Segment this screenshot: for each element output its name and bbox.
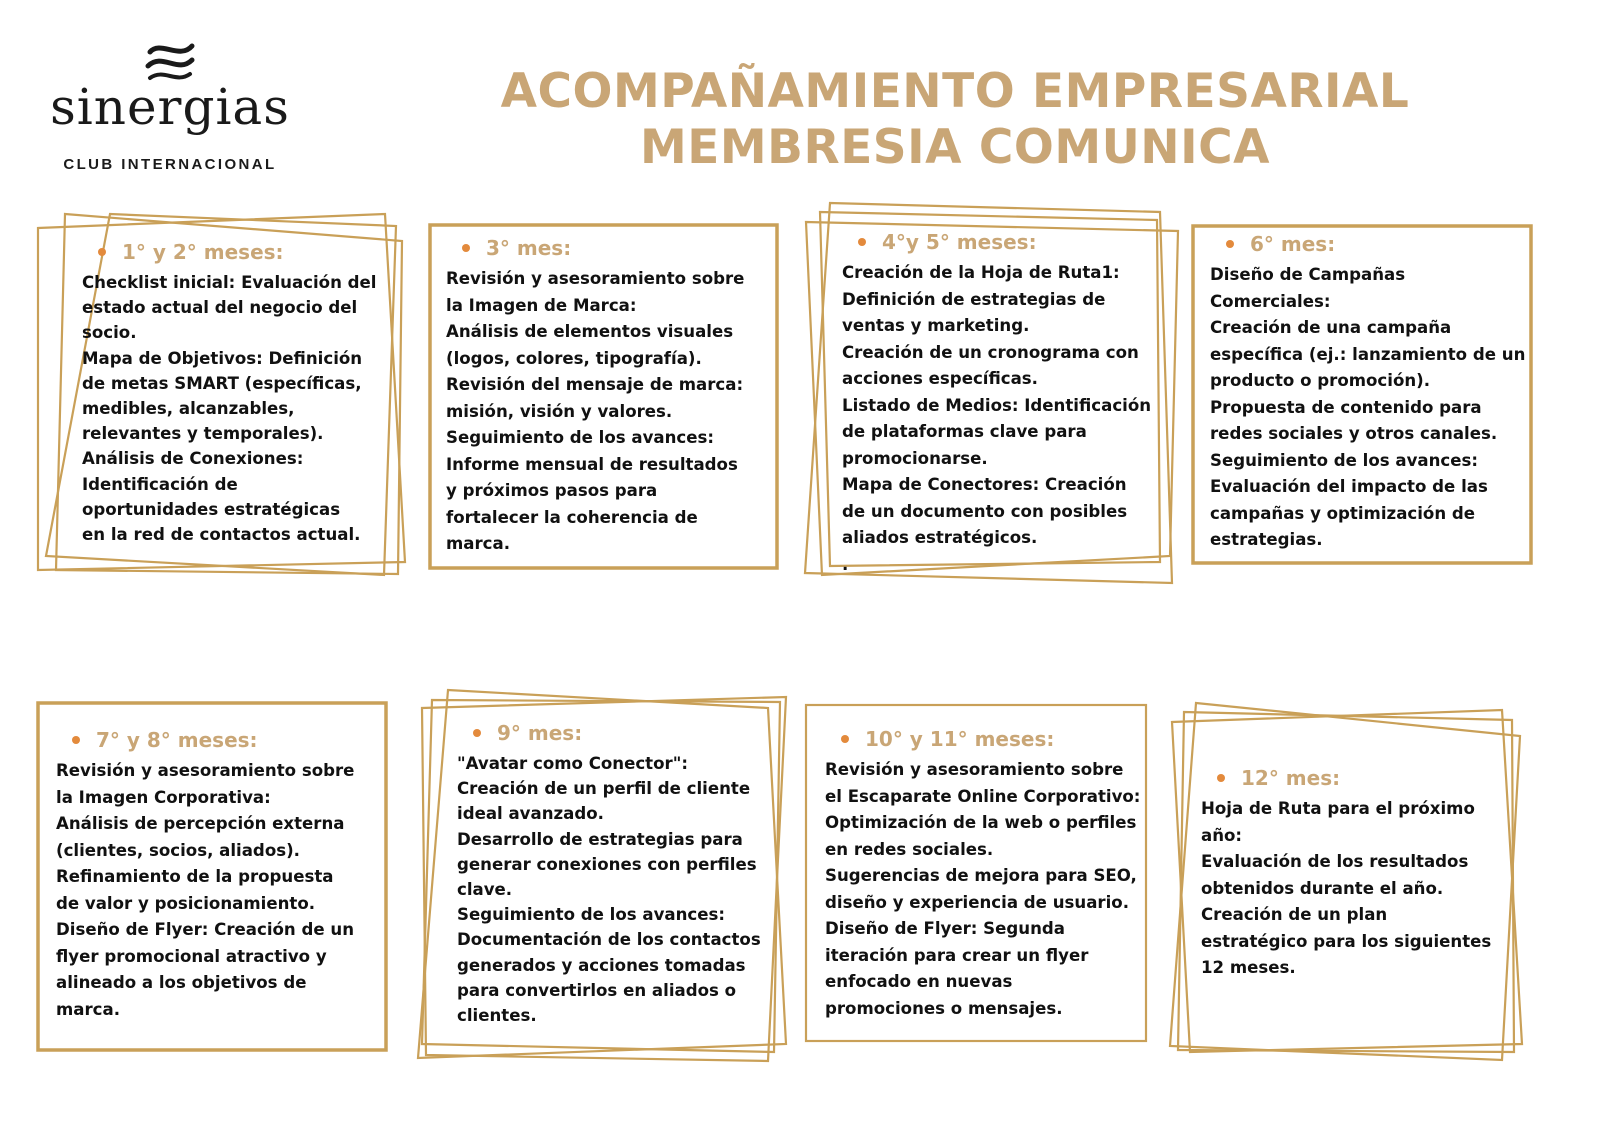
card-line: Refinamiento de la propuesta [56, 867, 334, 886]
card-line: aliados estratégicos. [842, 528, 1038, 547]
card-line: estado actual del negocio del [82, 298, 358, 318]
card-line: generados y acciones tomadas [457, 955, 746, 975]
card-line: Análisis de Conexiones: [82, 449, 304, 469]
card-month-7-8 [56, 728, 374, 1023]
card-line: producto o promoción). [1210, 371, 1431, 390]
card-line: marca. [56, 999, 121, 1019]
card-line: Revisión y asesoramiento sobre [446, 269, 745, 288]
card-line: marca. [446, 534, 511, 553]
card-line: clave. [457, 880, 513, 900]
card-line: Evaluación del impacto de las [1210, 477, 1488, 496]
page-title [480, 64, 1430, 176]
card-month-4-5 [842, 230, 1154, 578]
card-line: el Escaparate Online Corporativo: [825, 786, 1141, 806]
bullet-icon [858, 238, 866, 246]
card-heading-text: 6° mes: [1250, 232, 1336, 256]
card-month-10-11 [825, 727, 1145, 1022]
card-line: Diseño de Campañas [1210, 265, 1406, 284]
card-line: fortalecer la coherencia de [446, 507, 698, 527]
card-body [457, 751, 767, 1028]
card-heading [1201, 766, 1501, 790]
card-line: enfocado en nuevas [825, 972, 1013, 991]
card-line: Comerciales: [1210, 291, 1331, 311]
card-line: Revisión y asesoramiento sobre [56, 761, 355, 780]
card-line: Creación de un perfil de cliente [457, 779, 751, 799]
card-body [56, 758, 374, 1023]
logo-wordmark: sinergias [50, 78, 290, 136]
card-body [446, 266, 766, 558]
card-heading [842, 230, 1154, 254]
card-heading-text: 3° mes: [486, 236, 572, 260]
card-line: Seguimiento de los avances: [446, 428, 715, 447]
card-line: Diseño de Flyer: Creación de un [56, 920, 355, 939]
card-line: obtenidos durante el año. [1201, 878, 1444, 898]
card-line: oportunidades estratégicas [82, 499, 341, 519]
card-heading [1210, 232, 1530, 256]
card-month-1-2 [82, 240, 378, 547]
card-line: medibles, alcanzables, [82, 399, 295, 419]
card-line: Mapa de Objetivos: Definición [82, 348, 363, 368]
card-line: ventas y marketing. [842, 316, 1030, 335]
card-line: acciones específicas. [842, 369, 1038, 388]
card-line: año: [1201, 825, 1243, 845]
card-line: la Imagen Corporativa: [56, 787, 271, 807]
card-line: clientes. [457, 1006, 537, 1026]
card-line: (logos, colores, tipografía). [446, 348, 702, 368]
card-line: Definición de estrategias de [842, 289, 1106, 309]
card-month-6 [1210, 232, 1530, 554]
card-line: Listado de Medios: Identificación [842, 395, 1152, 415]
card-line: (clientes, socios, aliados). [56, 840, 300, 860]
card-line: ideal avanzado. [457, 804, 604, 824]
card-line: estratégico para los siguientes [1201, 931, 1492, 951]
card-line: alineado a los objetivos de [56, 973, 307, 992]
card-heading-text: 7° y 8° meses: [96, 728, 258, 752]
card-line: Informe mensual de resultados [446, 454, 738, 474]
title-line-2: MEMBRESIA COMUNICA [640, 120, 1270, 175]
card-month-12 [1201, 766, 1501, 982]
card-line: específica (ej.: lanzamiento de un [1210, 344, 1526, 364]
card-line: en la red de contactos actual. [82, 525, 361, 545]
card-heading [457, 721, 767, 745]
card-line: de metas SMART (específicas, [82, 373, 362, 393]
card-line: Identificación de [82, 474, 238, 494]
card-line: Desarrollo de estrategias para [457, 829, 743, 849]
card-line: Análisis de percepción externa [56, 814, 345, 833]
card-body [825, 757, 1145, 1022]
card-body [842, 260, 1154, 578]
card-line: Hoja de Ruta para el próximo [1201, 799, 1475, 818]
card-line: Evaluación de los resultados [1201, 852, 1469, 871]
card-line: Checklist inicial: Evaluación del [82, 273, 377, 292]
card-line: Análisis de elementos visuales [446, 322, 734, 341]
logo-subtitle: CLUB INTERNACIONAL [63, 156, 277, 173]
card-line: Revisión del mensaje de marca: [446, 375, 744, 394]
card-line: y próximos pasos para [446, 481, 658, 500]
card-line: promocionarse. [842, 448, 988, 468]
card-line: diseño y experiencia de usuario. [825, 892, 1129, 912]
card-line: la Imagen de Marca: [446, 295, 637, 315]
card-line: Revisión y asesoramiento sobre [825, 760, 1124, 779]
card-body [1210, 262, 1530, 554]
card-line: Creación de una campaña [1210, 318, 1452, 337]
card-line: campañas y optimización de [1210, 503, 1476, 523]
card-heading-text: 4°y 5° meses: [882, 230, 1037, 254]
card-line: de valor y posicionamiento. [56, 893, 316, 913]
card-body [82, 270, 378, 547]
card-line: en redes sociales. [825, 839, 994, 859]
card-body [1201, 796, 1501, 982]
card-month-3 [446, 236, 766, 558]
card-line: Sugerencias de mejora para SEO, [825, 866, 1137, 885]
card-line: Propuesta de contenido para [1210, 397, 1482, 417]
card-line: relevantes y temporales). [82, 424, 324, 444]
card-line: "Avatar como Conector": [457, 754, 688, 773]
card-line: misión, visión y valores. [446, 401, 673, 421]
card-line: Optimización de la web o perfiles [825, 813, 1137, 832]
card-heading-text: 9° mes: [497, 721, 583, 745]
card-line: flyer promocional atractivo y [56, 946, 327, 966]
card-line: Documentación de los contactos [457, 930, 761, 950]
card-line: . [842, 554, 849, 574]
bullet-icon [98, 248, 106, 256]
card-heading [82, 240, 378, 264]
card-line: Seguimiento de los avances: [1210, 450, 1479, 470]
card-line: de un documento con posibles [842, 501, 1128, 521]
card-line: estrategias. [1210, 530, 1323, 549]
brand-logo [50, 38, 290, 178]
bullet-icon [462, 244, 470, 252]
card-line: 12 meses. [1201, 958, 1296, 977]
title-line-1: ACOMPAÑAMIENTO EMPRESARIAL [500, 64, 1410, 119]
bullet-icon [1226, 240, 1234, 248]
card-line: redes sociales y otros canales. [1210, 424, 1498, 443]
card-heading [446, 236, 766, 260]
card-line: socio. [82, 323, 137, 343]
card-line: Creación de un plan [1201, 905, 1388, 924]
bullet-icon [72, 736, 80, 744]
bullet-icon [841, 735, 849, 743]
card-heading [825, 727, 1145, 751]
bullet-icon [1217, 774, 1225, 782]
card-line: iteración para crear un flyer [825, 945, 1089, 965]
card-line: promociones o mensajes. [825, 998, 1063, 1018]
card-line: para convertirlos en aliados o [457, 980, 737, 1000]
card-heading-text: 1° y 2° meses: [122, 240, 284, 264]
card-line: Diseño de Flyer: Segunda [825, 919, 1065, 938]
bullet-icon [473, 729, 481, 737]
card-month-9 [457, 721, 767, 1028]
card-line: de plataformas clave para [842, 422, 1087, 441]
card-line: Creación de un cronograma con [842, 342, 1139, 362]
card-line: Seguimiento de los avances: [457, 905, 726, 925]
card-line: Creación de la Hoja de Ruta1: [842, 263, 1120, 282]
card-line: generar conexiones con perfiles [457, 854, 757, 874]
card-line: Mapa de Conectores: Creación [842, 475, 1127, 494]
card-heading-text: 10° y 11° meses: [865, 727, 1055, 751]
card-heading-text: 12° mes: [1241, 766, 1341, 790]
card-heading [56, 728, 374, 752]
